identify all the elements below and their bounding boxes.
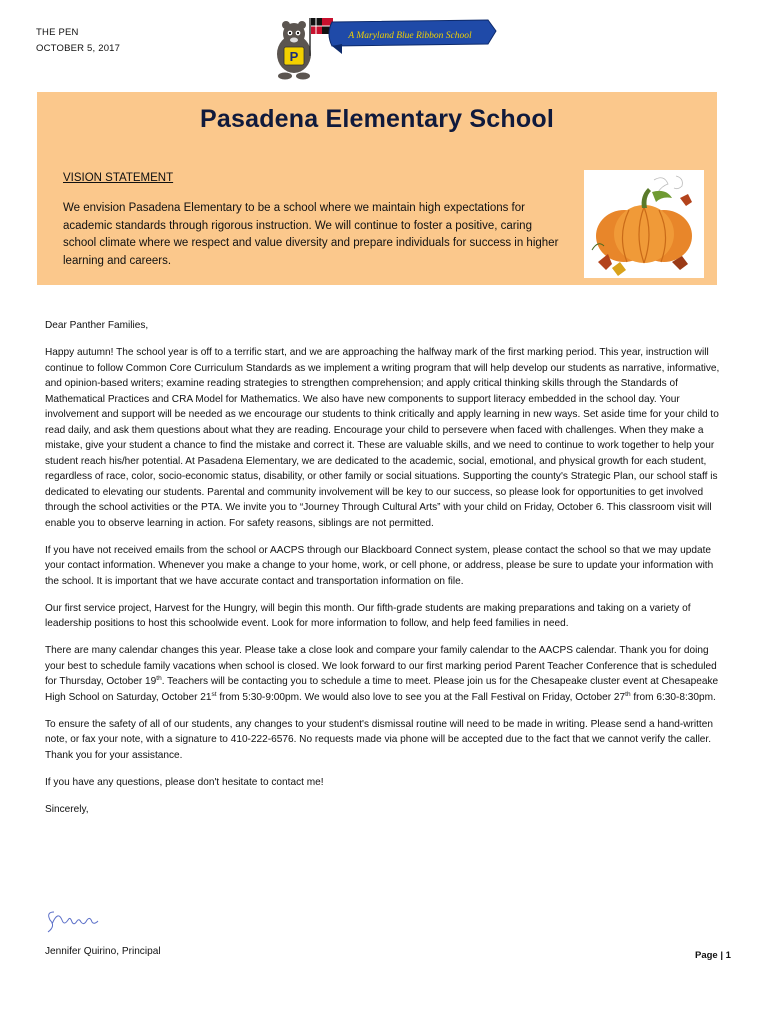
paragraph-2: If you have not received emails from the school or AACPS through our Blackboard Connect system, please contact the school so that we may update your contact information. Whenever you make a change to your home, work, or cell phone, or address, please be sure to update your information with the school. It is important that we have accurate contact and transportation information on file. [45, 544, 714, 587]
ribbon-text: A Maryland Blue Ribbon School [348, 31, 472, 41]
salutation: Dear Panther Families, [45, 320, 149, 331]
panther-mascot-icon [277, 21, 311, 80]
paragraph-1: Happy autumn! The school year is off to a terrific start, and we are approaching the halfway mark of the first marking period. This year, instruction will continue to follow Common Core Curriculum Standards as we implement a writing program that will help develop our students as narrative, informative, and opinion-based writers; examine reading strategies to strengthen comprehension; and apply critical thinking skills through the Standards of Mathematical Practices and CRA Model for Mathematics. We also have new components to support literacy embedded in the school day. Your involvement and support will be needed as we encourage our students to think critically and apply learning in new ways. Set aside time for your child to read daily, and ask them questions about what they are reading. Encourage your child to persevere when faced with challenges. When they make a mistake, give your student a chance to find the mistake and correct it. These are valuable skills, and we need to continue to work together to help your student reach his/her potential. At Pasadena Elementary, we are dedicated to the academic, social, emotional, and physical growth for each student, regardless of race, color, socio-economic status, disability, or other family or social situations. Supporting the county's Strategic Plan, our school staff is dedicated to elevating our students. Parental and community involvement will be key to our success, so please look for opportunities to get involved through the school activities or the PTA. We invite you to “Journey Through Cultural Arts” with your child on Friday, October 6. This classroom visit will enable you to observe learning in action. For safety reasons, siblings are not permitted. [45, 347, 720, 529]
paragraph-4: There are many calendar changes this year. Please take a close look and compare your family calendar to the AACPS calendar. Thank you for doing your best to schedule family vacations when school is closed. We look forward to our first marking period Parent Teacher Conference that is scheduled for Thursday, October 19th. Teachers will be contacting you to schedule a time to meet. Please join us for the Chesapeake cluster event at Chesapeake High School on Saturday, October 21st from 5:30-9:00pm. We would also love to see you at the Fall Festival on Friday, October 27th from 6:30-8:30pm. [45, 645, 719, 703]
publication-date: OCTOBER 5, 2017 [36, 43, 121, 54]
pumpkin-icon [584, 170, 704, 278]
vision-banner [37, 92, 717, 285]
document-meta [36, 25, 120, 57]
paragraph-5: To ensure the safety of all of our students, any changes to your student's dismissal routine will need to be made in writing. Please send a hand-written note, or fax your note, with a signature to 410-222-6576. No requests made via phone will be accepted due to the fact that we cannot verify the caller. Thank you for your assistance. [45, 718, 713, 761]
closing: Sincerely, [45, 803, 89, 815]
publication-name: THE PEN [36, 27, 79, 38]
svg-text:P: P [289, 49, 299, 64]
paragraph-3: Our first service project, Harvest for the Hungry, will begin this month. Our fifth-grade students are making preparations and taking on a variety of leadership positions to host this schoolwide event. Look for more information to follow, and help feed families in need. [45, 602, 691, 629]
paragraph-6: If you have any questions, please don't hesitate to contact me! [45, 776, 324, 788]
blue-ribbon-logo [270, 14, 498, 82]
vision-heading: VISION STATEMENT [63, 172, 174, 184]
school-title: Pasadena Elementary School [200, 105, 554, 133]
handwritten-signature [44, 906, 114, 936]
principal-name: Jennifer Quirino, Principal [45, 946, 161, 957]
vision-text: We envision Pasadena Elementary to be a school where we maintain high expectations for academic standards through rigorous instruction. We will continue to foster a positive, caring school climate where we respect and value diversity and prepare individuals for success in higher learning and careers. [63, 202, 559, 267]
page-number: Page | 1 [695, 950, 731, 961]
principal-letter [45, 318, 721, 829]
